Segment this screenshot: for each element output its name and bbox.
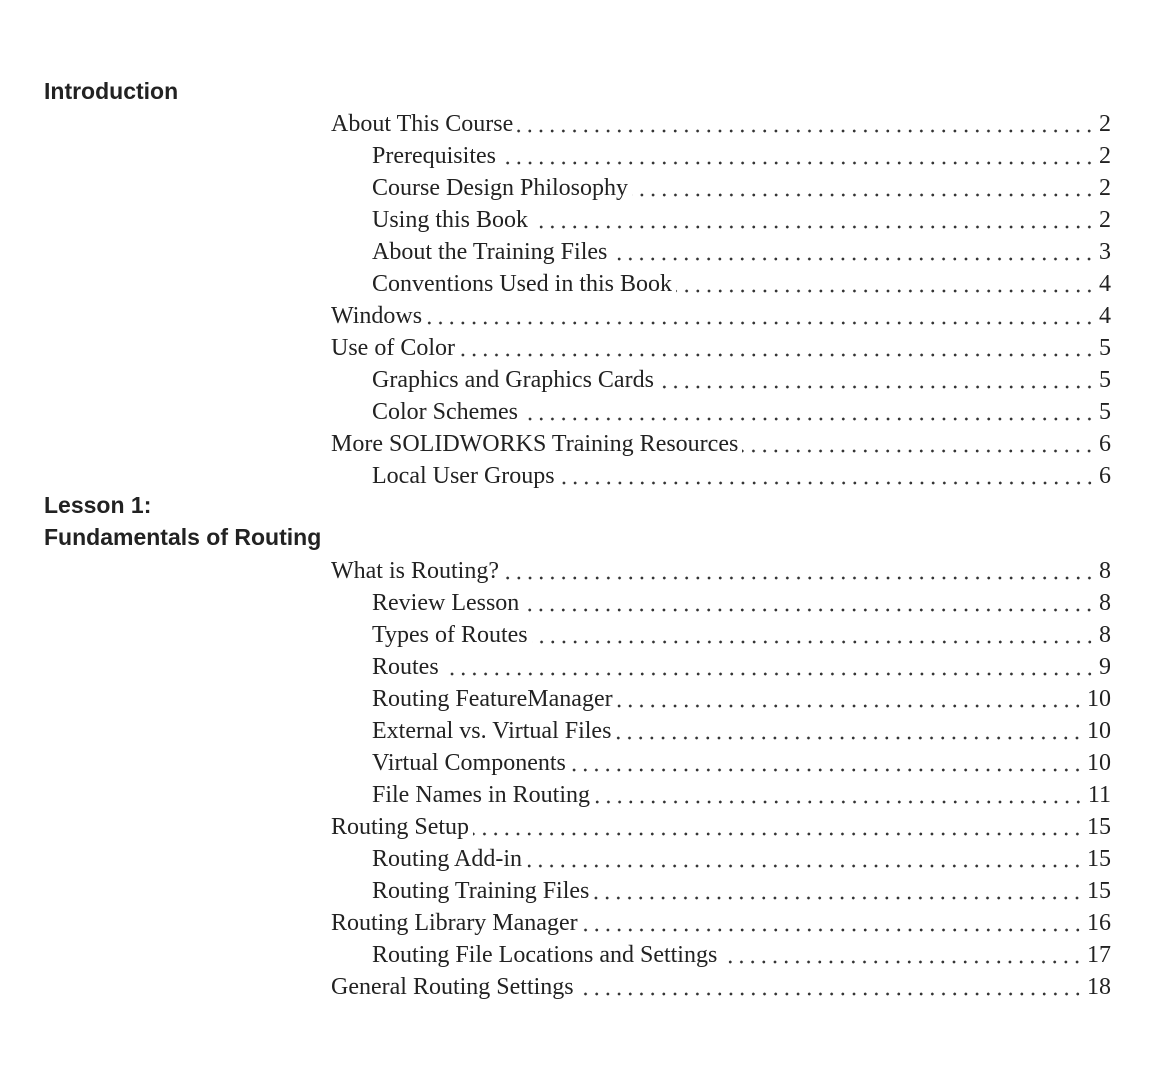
- toc-entry-title: About the Training Files: [372, 239, 608, 265]
- toc-entry-page-number: 8: [1099, 622, 1111, 648]
- toc-entry-page-number: 10: [1087, 686, 1111, 712]
- toc-entry-title: Conventions Used in this Book: [372, 271, 673, 297]
- toc-entry-title: Virtual Components: [372, 750, 566, 776]
- dot-leader: [523, 587, 1095, 619]
- toc-entry-page-number: 11: [1087, 782, 1111, 808]
- dot-leader: [522, 396, 1095, 428]
- toc-entry-page-number: 2: [1099, 143, 1111, 169]
- toc-entry[interactable]: [331, 428, 1111, 460]
- section-heading-line: Fundamentals of Routing: [44, 524, 322, 550]
- toc-entry-title: Types of Routes: [372, 622, 528, 648]
- dot-leader: [532, 204, 1095, 236]
- toc-entry[interactable]: [331, 715, 1111, 747]
- dot-leader: [459, 332, 1095, 364]
- toc-entry[interactable]: [331, 204, 1111, 236]
- toc-entry[interactable]: [331, 396, 1111, 428]
- toc-entry-page-number: 18: [1087, 974, 1111, 1000]
- toc-entry[interactable]: [331, 939, 1111, 971]
- toc-entry-page-number: 15: [1087, 814, 1111, 840]
- toc-entry-title: Routes: [372, 654, 439, 680]
- toc-entry-title: Use of Color: [331, 335, 455, 361]
- toc-entry-title: Routing Training Files: [372, 878, 590, 904]
- toc-entry-page-number: 2: [1099, 111, 1111, 137]
- toc-entry-title: External vs. Virtual Files: [372, 718, 612, 744]
- toc-entry-page-number: 10: [1087, 718, 1111, 744]
- dot-leader: [632, 172, 1095, 204]
- toc-entry-title: More SOLIDWORKS Training Resources: [331, 431, 739, 457]
- dot-leader: [517, 108, 1095, 140]
- toc-entry-title: Course Design Philosophy: [372, 175, 629, 201]
- dot-leader: [594, 779, 1084, 811]
- toc-entry-page-number: 5: [1099, 335, 1111, 361]
- toc-entry-page-number: 6: [1099, 463, 1111, 489]
- toc-entry-page-number: 2: [1099, 207, 1111, 233]
- dot-leader: [658, 364, 1095, 396]
- toc-entry-page-number: 5: [1099, 399, 1111, 425]
- toc-entry-page-number: 17: [1087, 942, 1111, 968]
- dot-leader: [526, 843, 1083, 875]
- toc-entry[interactable]: [331, 971, 1111, 1003]
- toc-entry[interactable]: [331, 875, 1111, 907]
- toc-entry[interactable]: [331, 651, 1111, 683]
- dot-leader: [676, 268, 1095, 300]
- dot-leader: [578, 971, 1083, 1003]
- toc-entry-title: Routing File Locations and Settings: [372, 942, 718, 968]
- toc-entry-title: Color Schemes: [372, 399, 518, 425]
- dot-leader: [570, 747, 1083, 779]
- toc-entry[interactable]: [331, 460, 1111, 492]
- dot-leader: [593, 875, 1083, 907]
- toc-entry-page-number: 10: [1087, 750, 1111, 776]
- toc-entry[interactable]: [331, 907, 1111, 939]
- toc-entry[interactable]: [331, 236, 1111, 268]
- toc-entry-page-number: 4: [1099, 271, 1111, 297]
- toc-entry[interactable]: [331, 779, 1111, 811]
- dot-leader: [426, 300, 1095, 332]
- toc-entry-page-number: 2: [1099, 175, 1111, 201]
- toc-entry[interactable]: [331, 811, 1111, 843]
- section-heading-line: Lesson 1:: [44, 492, 152, 518]
- dot-leader: [500, 140, 1095, 172]
- toc-entry-title: Routing Add-in: [372, 846, 523, 872]
- toc-entry-title: Routing Library Manager: [331, 910, 578, 936]
- toc-entry-page-number: 9: [1099, 654, 1111, 680]
- section-heading: [44, 75, 178, 107]
- toc-entry[interactable]: [331, 268, 1111, 300]
- toc-entry[interactable]: [331, 587, 1111, 619]
- toc-entry-page-number: 3: [1099, 239, 1111, 265]
- section-heading: [44, 489, 321, 553]
- dot-leader: [721, 939, 1083, 971]
- toc-entry-list: [331, 108, 1111, 492]
- toc-entry-title: File Names in Routing: [372, 782, 590, 808]
- dot-leader: [559, 460, 1095, 492]
- dot-leader: [503, 555, 1095, 587]
- toc-entry[interactable]: [331, 364, 1111, 396]
- dot-leader: [443, 651, 1095, 683]
- toc-entry-title: Routing Setup: [331, 814, 470, 840]
- toc-entry[interactable]: [331, 843, 1111, 875]
- toc-entry-list: [331, 555, 1111, 1003]
- dot-leader: [611, 236, 1095, 268]
- dot-leader: [473, 811, 1083, 843]
- toc-entry-page-number: 6: [1099, 431, 1111, 457]
- toc-entry-title: What is Routing?: [331, 558, 499, 584]
- toc-entry-title: About This Course: [331, 111, 514, 137]
- toc-entry-title: Windows: [331, 303, 423, 329]
- toc-entry[interactable]: [331, 172, 1111, 204]
- dot-leader: [742, 428, 1095, 460]
- dot-leader: [615, 715, 1083, 747]
- toc-entry[interactable]: [331, 108, 1111, 140]
- toc-entry-title: Graphics and Graphics Cards: [372, 367, 654, 393]
- toc-entry[interactable]: [331, 140, 1111, 172]
- section-heading-line: Introduction: [44, 78, 179, 104]
- toc-entry[interactable]: [331, 747, 1111, 779]
- toc-entry-title: General Routing Settings: [331, 974, 574, 1000]
- toc-entry-page-number: 15: [1087, 846, 1111, 872]
- toc-entry-title: Using this Book: [372, 207, 529, 233]
- toc-entry[interactable]: [331, 300, 1111, 332]
- toc-entry-title: Routing FeatureManager: [372, 686, 613, 712]
- toc-entry[interactable]: [331, 555, 1111, 587]
- toc-entry-title: Review Lesson: [372, 590, 520, 616]
- toc-entry-page-number: 15: [1087, 878, 1111, 904]
- toc-entry-title: Prerequisites: [372, 143, 496, 169]
- toc-entry-page-number: 8: [1099, 590, 1111, 616]
- dot-leader: [582, 907, 1083, 939]
- toc-entry-page-number: 8: [1099, 558, 1111, 584]
- toc-entry-page-number: 16: [1087, 910, 1111, 936]
- dot-leader: [617, 683, 1083, 715]
- toc-entry[interactable]: [331, 619, 1111, 651]
- toc-entry[interactable]: [331, 332, 1111, 364]
- toc-entry-page-number: 5: [1099, 367, 1111, 393]
- dot-leader: [532, 619, 1095, 651]
- toc-entry-page-number: 4: [1099, 303, 1111, 329]
- toc-entry[interactable]: [331, 683, 1111, 715]
- toc-entry-title: Local User Groups: [372, 463, 555, 489]
